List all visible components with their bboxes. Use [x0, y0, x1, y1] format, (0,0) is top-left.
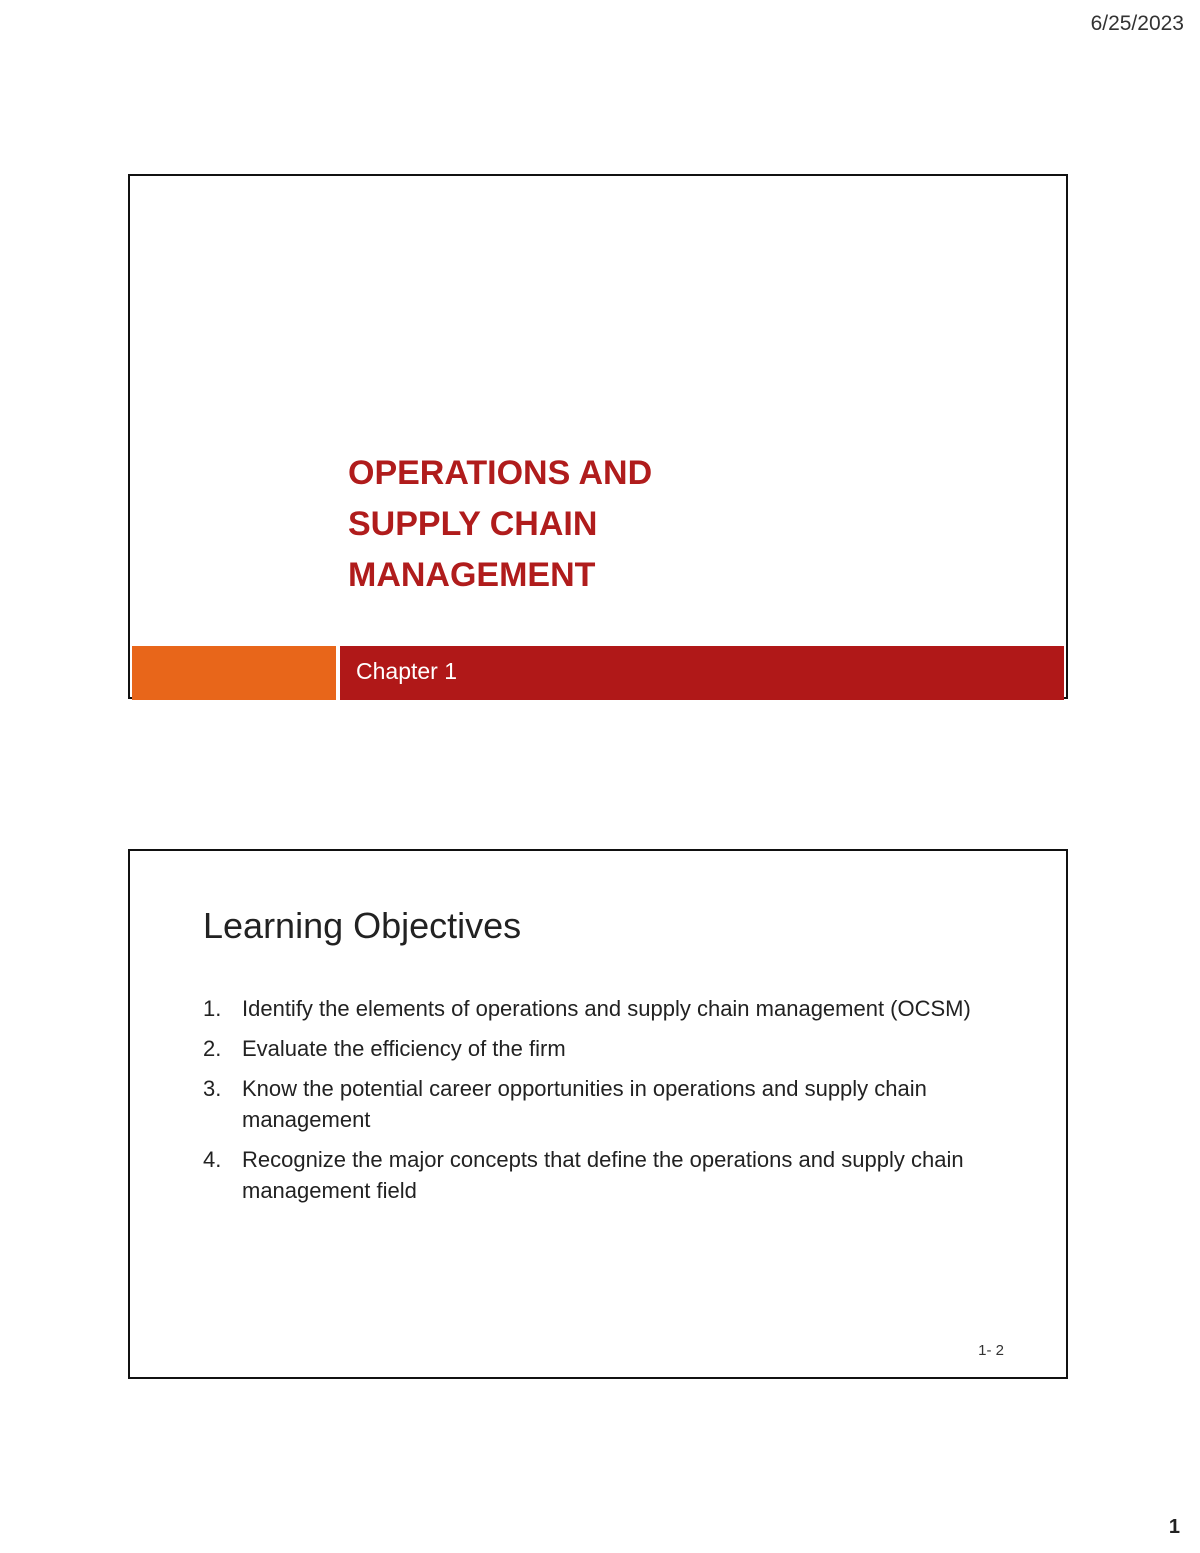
page-number: 1 — [1168, 1516, 1180, 1538]
objectives-slide — [128, 849, 1068, 1379]
slide-number: 1- 2 — [978, 1342, 1004, 1359]
objectives-title: Learning Objectives — [203, 905, 522, 946]
chapter-label: Chapter 1 — [356, 658, 458, 684]
objective-number: 2. — [203, 1036, 222, 1061]
objective-number: 3. — [203, 1076, 222, 1101]
band-red-block — [340, 646, 1064, 700]
objective-number: 1. — [203, 996, 222, 1021]
objective-text: Evaluate the efficiency of the firm — [242, 1036, 566, 1061]
slide-title-line: SUPPLY CHAIN — [348, 505, 598, 543]
objective-item — [203, 993, 1003, 1024]
slide-title — [348, 448, 948, 601]
objective-item — [203, 1073, 1003, 1135]
objective-text: Know the potential career opportunities in operations and supply chain management — [242, 1076, 927, 1132]
page-date: 6/25/2023 — [1090, 12, 1184, 35]
slide-title-line: OPERATIONS AND — [348, 454, 653, 492]
band-orange-block — [132, 646, 336, 700]
objective-item — [203, 1033, 1003, 1064]
objective-item — [203, 1144, 1003, 1206]
title-slide — [128, 174, 1068, 699]
subtitle-band — [132, 646, 1064, 700]
objective-text: Identify the elements of operations and supply chain management (OCSM) — [242, 996, 971, 1021]
slide-title-line: MANAGEMENT — [348, 556, 596, 594]
objective-text: Recognize the major concepts that define the operations and supply chain management field — [242, 1147, 964, 1203]
objective-number: 4. — [203, 1147, 222, 1172]
objectives-list — [203, 993, 1003, 1215]
